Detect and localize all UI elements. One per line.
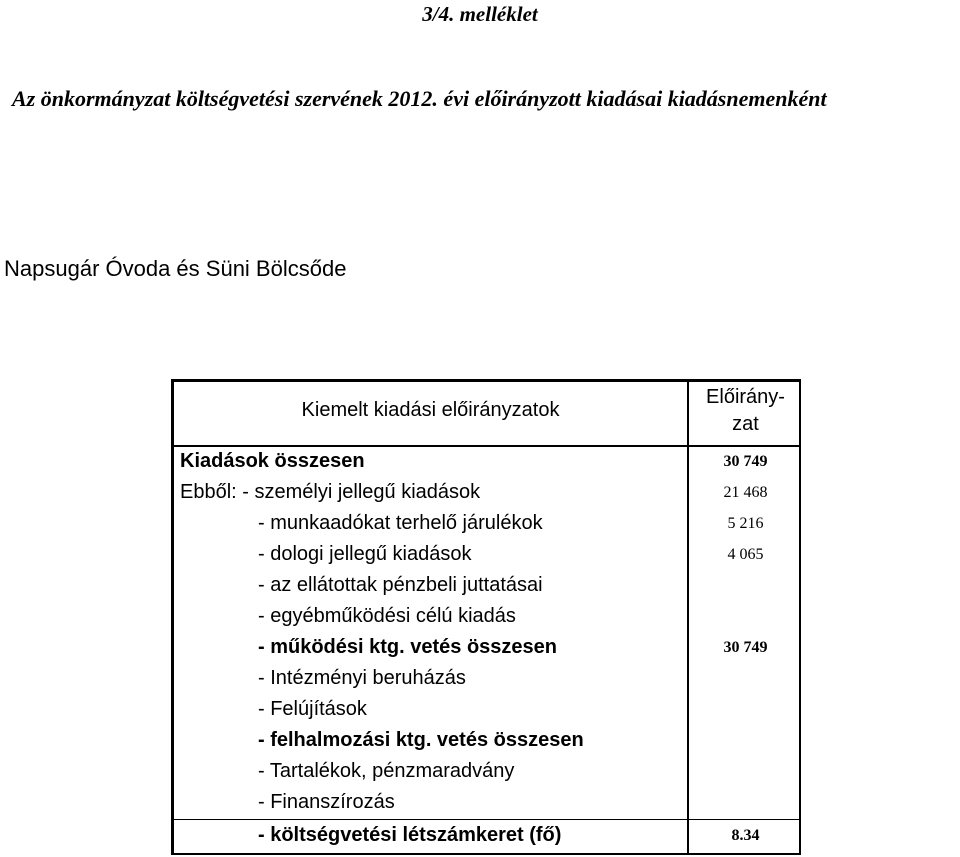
table-row-headcount [174,820,802,851]
row-label: Ebből: - személyi jellegű kiadások [180,481,481,503]
institution-name: Napsugár Óvoda és Süni Bölcsőde [4,256,347,281]
table-row [174,570,802,601]
row-label: - egyébműködési célú kiadás [258,605,516,627]
appropriations-table [171,379,801,855]
table-row-subtotal [174,632,802,663]
row-value: 4 065 [727,546,764,563]
table-row [174,787,802,818]
row-value [689,663,802,694]
row-label: - Tartalékok, pénzmaradvány [258,760,515,782]
row-value [689,756,802,787]
annex-label: 3/4. melléklet [422,2,538,26]
row-label: - működési ktg. vetés összesen [258,636,558,658]
document-title: Az önkormányzat költségvetési szervének 2012. évi előirányzott kiadásai kiadásnemenként [12,86,827,111]
table-row-total [174,446,802,477]
row-value [689,694,802,725]
table-row [174,539,802,570]
table-row [174,508,802,539]
row-value [689,601,802,632]
row-label: - felhalmozási ktg. vetés összesen [258,729,584,751]
row-value [689,725,802,756]
row-label: Kiadások összesen [180,450,365,472]
table-row [174,477,802,508]
table-row [174,663,802,694]
row-label: - költségvetési létszámkeret (fő) [258,824,562,846]
row-value: 8.34 [731,827,760,844]
row-label: - dologi jellegű kiadások [258,543,472,565]
header-right [689,384,802,438]
row-label: - munkaadókat terhelő járulékok [258,512,543,534]
row-value: 21 468 [723,484,768,501]
row-value [689,787,802,818]
row-value: 5 216 [727,515,764,532]
row-label: - Felújítások [258,698,367,720]
row-value [689,570,802,601]
table-row [174,694,802,725]
row-label: - Finanszírozás [258,791,395,813]
row-label: - Intézményi beruházás [258,667,466,689]
header-left: Kiemelt kiadási előirányzatok [301,399,560,421]
table-row [174,601,802,632]
header-right-line1: Előirány- [706,386,785,408]
row-value: 30 749 [723,453,768,470]
row-value: 30 749 [723,639,768,656]
row-label: - az ellátottak pénzbeli juttatásai [258,574,543,596]
header-right-line2: zat [732,413,759,435]
table-row [174,756,802,787]
table-row-subtotal [174,725,802,756]
